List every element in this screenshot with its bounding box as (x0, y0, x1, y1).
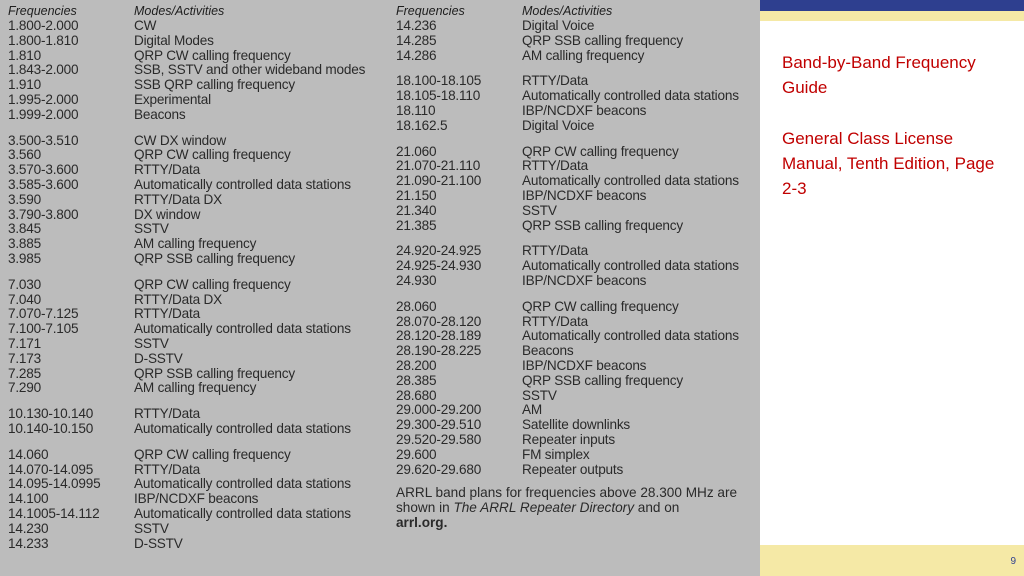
mode-cell: Digital Voice (522, 18, 595, 33)
table-row (396, 315, 758, 330)
slide-title: Band-by-Band Frequency Guide (782, 53, 976, 97)
frequency-cell: 1.800-1.810 (8, 32, 79, 48)
mode-cell: IBP/NCDXF beacons (522, 272, 647, 288)
table-row (8, 537, 388, 552)
table-row (396, 159, 758, 174)
mode-cell: QRP CW calling frequency (134, 147, 291, 163)
frequency-cell: 28.120-28.189 (396, 328, 482, 344)
band-plan-note (396, 485, 758, 530)
frequency-cell: 28.190-28.225 (396, 343, 482, 359)
frequency-cell: 7.290 (8, 380, 42, 396)
table-row (8, 448, 388, 463)
page-number: 9 (1010, 556, 1016, 567)
frequency-cell: 3.585-3.600 (8, 176, 79, 192)
table-row (8, 108, 388, 123)
frequency-cell: 7.100-7.105 (8, 321, 79, 337)
mode-cell: IBP/NCDXF beacons (522, 187, 647, 203)
mode-cell: Repeater outputs (522, 461, 624, 477)
frequency-cell: 3.570-3.600 (8, 162, 79, 178)
top-accent-bar (760, 0, 1024, 11)
mode-cell: Automatically controlled data stations (134, 321, 351, 337)
mode-cell: Repeater inputs (522, 431, 615, 447)
right-header (396, 3, 758, 19)
mode-cell: SSB QRP calling frequency (134, 77, 295, 93)
frequency-cell: 29.000-29.200 (396, 402, 482, 418)
mode-cell: QRP SSB calling frequency (522, 372, 683, 388)
table-row (8, 407, 388, 422)
top-accent-stripe (760, 11, 1024, 21)
table-row (396, 448, 758, 463)
frequency-cell: 18.100-18.105 (396, 73, 482, 89)
mode-cell: SSTV (134, 335, 169, 351)
table-row (8, 278, 388, 293)
frequency-cell: 21.070-21.110 (396, 158, 481, 174)
table-row (8, 477, 388, 492)
table-row (396, 244, 758, 259)
table-row (8, 93, 388, 108)
frequency-cell: 28.200 (396, 357, 437, 373)
left-rows (8, 19, 388, 551)
table-row (8, 293, 388, 308)
mode-cell: RTTY/Data (134, 406, 200, 422)
table-row (8, 352, 388, 367)
frequency-cell: 21.340 (396, 202, 437, 218)
footer-bar (760, 545, 1024, 576)
mode-cell: Experimental (134, 91, 211, 107)
frequency-cell: 24.925-24.930 (396, 258, 482, 274)
frequency-cell: 14.100 (8, 491, 49, 507)
table-row (8, 307, 388, 322)
table-row (396, 204, 758, 219)
mode-cell: CW DX window (134, 132, 227, 148)
mode-cell: FM simplex (522, 446, 590, 462)
table-row (8, 337, 388, 352)
table-row (396, 104, 758, 119)
frequency-cell: 14.095-14.0995 (8, 476, 101, 492)
frequency-cell: 21.150 (396, 187, 437, 203)
mode-cell: QRP CW calling frequency (134, 446, 291, 462)
table-row (8, 492, 388, 507)
frequency-cell: 7.030 (8, 276, 42, 292)
mode-cell: CW (134, 18, 157, 33)
frequency-cell: 10.140-10.150 (8, 420, 94, 436)
table-row (396, 19, 758, 34)
left-column (8, 3, 388, 551)
mode-cell: Digital Voice (522, 117, 595, 133)
mode-cell: AM calling frequency (134, 380, 257, 396)
table-row (8, 193, 388, 208)
table-row (8, 463, 388, 478)
frequency-cell: 3.845 (8, 221, 42, 237)
table-row (396, 189, 758, 204)
table-row (396, 219, 758, 234)
table-row (8, 208, 388, 223)
frequency-cell: 3.985 (8, 250, 42, 266)
frequency-cell: 14.233 (8, 535, 49, 551)
table-row (396, 145, 758, 160)
frequency-cell: 3.590 (8, 191, 42, 207)
frequency-cell: 29.520-29.580 (396, 431, 482, 447)
band-gap (396, 134, 758, 145)
mode-cell: Beacons (522, 343, 574, 359)
table-row (8, 507, 388, 522)
mode-cell: D-SSTV (134, 535, 183, 551)
mode-cell: IBP/NCDXF beacons (134, 491, 259, 507)
table-row (8, 163, 388, 178)
frequency-cell: 24.930 (396, 272, 437, 288)
mode-cell: QRP CW calling frequency (522, 298, 679, 314)
mode-cell: Automatically controlled data stations (134, 420, 351, 436)
mode-cell: AM calling frequency (522, 47, 645, 63)
header-frequencies: Frequencies (8, 4, 77, 18)
frequency-cell: 18.162.5 (396, 117, 448, 133)
mode-cell: QRP SSB calling frequency (522, 32, 683, 48)
right-rows (396, 19, 758, 477)
frequency-cell: 18.105-18.110 (396, 88, 481, 104)
frequency-cell: 1.843-2.000 (8, 62, 79, 78)
frequency-cell: 1.999-2.000 (8, 106, 79, 122)
table-row (8, 237, 388, 252)
slide-source: General Class License Manual, Tenth Edition, Page 2-3 (782, 129, 995, 198)
mode-cell: RTTY/Data (134, 461, 200, 477)
frequency-cell: 14.1005-14.112 (8, 505, 100, 521)
mode-cell: Digital Modes (134, 32, 214, 48)
frequency-cell: 3.500-3.510 (8, 132, 79, 148)
header-frequencies: Frequencies (396, 4, 465, 18)
table-row (8, 252, 388, 267)
mode-cell: SSB, SSTV and other wideband modes (134, 62, 366, 78)
mode-cell: Automatically controlled data stations (134, 505, 351, 521)
mode-cell: Automatically controlled data stations (522, 258, 739, 274)
table-row (396, 359, 758, 374)
table-row (396, 374, 758, 389)
frequency-cell: 14.060 (8, 446, 49, 462)
table-row (396, 119, 758, 134)
mode-cell: D-SSTV (134, 350, 183, 366)
table-row (396, 300, 758, 315)
mode-cell: Automatically controlled data stations (134, 176, 351, 192)
table-row (8, 522, 388, 537)
frequency-cell: 14.286 (396, 47, 437, 63)
mode-cell: QRP CW calling frequency (522, 143, 679, 159)
mode-cell: RTTY/Data (134, 306, 200, 322)
mode-cell: Automatically controlled data stations (522, 328, 739, 344)
frequency-cell: 1.910 (8, 77, 42, 93)
table-row (396, 89, 758, 104)
table-row (396, 74, 758, 89)
mode-cell: RTTY/Data (522, 243, 588, 259)
right-column (396, 3, 758, 530)
frequency-cell: 7.171 (8, 335, 42, 351)
frequency-cell: 21.385 (396, 217, 437, 233)
table-row (396, 174, 758, 189)
slide-caption (782, 50, 1012, 227)
frequency-cell: 14.230 (8, 520, 49, 536)
header-modes: Modes/Activities (134, 4, 225, 18)
frequency-cell: 10.130-10.140 (8, 406, 94, 422)
frequency-cell: 14.285 (396, 32, 437, 48)
mode-cell: QRP SSB calling frequency (134, 250, 295, 266)
table-row (8, 148, 388, 163)
table-row (8, 222, 388, 237)
mode-cell: Beacons (134, 106, 186, 122)
table-row (8, 49, 388, 64)
table-row (396, 49, 758, 64)
frequency-cell: 3.560 (8, 147, 42, 163)
table-row (8, 19, 388, 34)
mode-cell: RTTY/Data DX (134, 191, 222, 207)
frequency-cell: 14.070-14.095 (8, 461, 94, 477)
table-row (396, 259, 758, 274)
table-row (396, 463, 758, 478)
mode-cell: RTTY/Data (522, 313, 588, 329)
mode-cell: RTTY/Data (522, 73, 588, 89)
mode-cell: RTTY/Data (522, 158, 588, 174)
frequency-cell: 29.620-29.680 (396, 461, 482, 477)
mode-cell: QRP SSB calling frequency (522, 217, 683, 233)
frequency-cell: 24.920-24.925 (396, 243, 482, 259)
mode-cell: Automatically controlled data stations (522, 88, 739, 104)
frequency-cell: 1.995-2.000 (8, 91, 79, 107)
note-line-1: ARRL band plans for frequencies above 28.300 MHz are (396, 485, 738, 501)
table-row (396, 344, 758, 359)
frequency-cell: 28.680 (396, 387, 437, 403)
mode-cell: QRP SSB calling frequency (134, 365, 295, 381)
mode-cell: SSTV (522, 202, 557, 218)
table-row (8, 134, 388, 149)
mode-cell: QRP CW calling frequency (134, 47, 291, 63)
frequency-cell: 18.110 (396, 102, 436, 118)
band-gap (8, 123, 388, 134)
note-line-2: shown in The ARRL Repeater Directory and on (396, 500, 680, 516)
frequency-cell: 7.285 (8, 365, 42, 381)
table-row (8, 367, 388, 382)
table-row (396, 34, 758, 49)
left-header (8, 3, 388, 19)
frequency-cell: 21.060 (396, 143, 437, 159)
mode-cell: SSTV (522, 387, 557, 403)
mode-cell: AM calling frequency (134, 236, 257, 252)
mode-cell: RTTY/Data DX (134, 291, 222, 307)
frequency-cell: 28.385 (396, 372, 437, 388)
table-row (8, 422, 388, 437)
mode-cell: SSTV (134, 520, 169, 536)
frequency-cell: 1.800-2.000 (8, 18, 79, 33)
mode-cell: Satellite downlinks (522, 417, 631, 433)
table-row (396, 274, 758, 289)
mode-cell: IBP/NCDXF beacons (522, 357, 647, 373)
mode-cell: IBP/NCDXF beacons (522, 102, 647, 118)
table-row (396, 389, 758, 404)
table-row (8, 78, 388, 93)
mode-cell: SSTV (134, 221, 169, 237)
mode-cell: Automatically controlled data stations (134, 476, 351, 492)
table-row (8, 178, 388, 193)
table-row (8, 34, 388, 49)
frequency-cell: 28.070-28.120 (396, 313, 482, 329)
mode-cell: RTTY/Data (134, 162, 200, 178)
frequency-cell: 14.236 (396, 18, 437, 33)
note-line-3: arrl.org. (396, 515, 448, 531)
mode-cell: AM (522, 402, 542, 418)
frequency-cell: 7.173 (8, 350, 42, 366)
table-row (396, 403, 758, 418)
table-row (396, 329, 758, 344)
table-row (8, 381, 388, 396)
frequency-cell: 29.600 (396, 446, 437, 462)
header-modes: Modes/Activities (522, 4, 613, 18)
table-row (8, 322, 388, 337)
mode-cell: QRP CW calling frequency (134, 276, 291, 292)
table-row (8, 63, 388, 78)
table-row (396, 433, 758, 448)
frequency-cell: 21.090-21.100 (396, 173, 482, 189)
frequency-cell: 7.070-7.125 (8, 306, 79, 322)
mode-cell: Automatically controlled data stations (522, 173, 739, 189)
frequency-cell: 7.040 (8, 291, 42, 307)
table-row (396, 418, 758, 433)
frequency-cell: 3.885 (8, 236, 42, 252)
frequency-cell: 29.300-29.510 (396, 417, 482, 433)
frequency-cell: 3.790-3.800 (8, 206, 79, 222)
mode-cell: DX window (134, 206, 201, 222)
frequency-cell: 1.810 (8, 47, 42, 63)
frequency-cell: 28.060 (396, 298, 437, 314)
